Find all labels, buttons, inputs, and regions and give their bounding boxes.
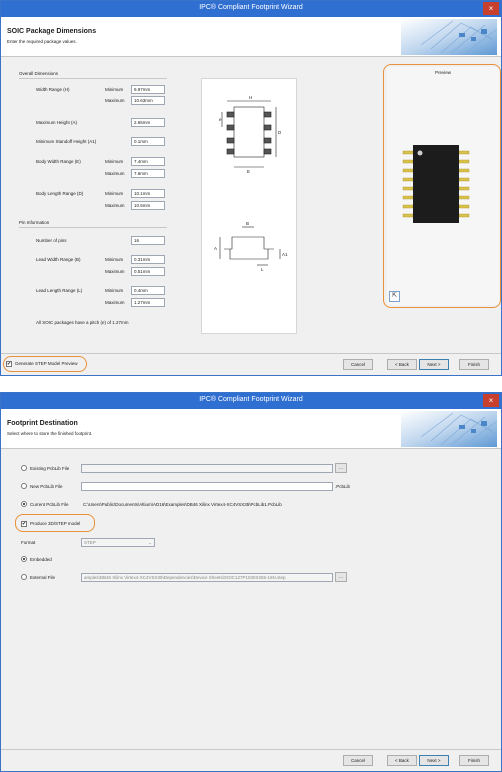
step-preview-checkbox[interactable]: ✔ <box>7 361 12 367</box>
max-height-input[interactable]: 2.65mm <box>131 118 165 127</box>
lead-width-min-label: Minimum <box>105 257 124 262</box>
finish-button[interactable]: Finish <box>459 359 489 370</box>
page-title: Footprint Destination <box>7 420 78 427</box>
close-button[interactable]: × <box>483 2 499 15</box>
drawing-label-e: e <box>219 117 222 122</box>
wizard-body <box>1 450 501 750</box>
new-pcblib-name[interactable] <box>81 482 333 491</box>
new-pcblib-radio[interactable] <box>21 483 27 489</box>
existing-pcblib-radio[interactable] <box>21 465 27 471</box>
drawing-label-a: A <box>214 246 218 251</box>
produce-step-model-label[interactable]: Produce 3D/STEP model <box>30 521 81 526</box>
section-pin-information: Pin Information <box>19 220 50 225</box>
standoff-input[interactable]: 0.1mm <box>131 137 165 146</box>
new-pcblib-label[interactable]: New PcbLib File <box>30 484 63 489</box>
body-width-label: Body Width Range (E) <box>36 159 81 164</box>
format-label: Format <box>21 540 36 545</box>
header-graphic-icon <box>401 19 497 55</box>
window-title: IPC® Compliant Footprint Wizard <box>199 396 303 403</box>
existing-pcblib-path[interactable] <box>81 464 333 473</box>
external-file-path[interactable]: amples\DB46 Xilinx Virtex4-XC4VSX35\Dependencies\Device Sheets\SOIC127P1030X265-16N.step <box>81 573 333 582</box>
width-min-input[interactable]: 9.97mm <box>131 85 165 94</box>
produce-step-model-checkbox[interactable]: ✔ <box>22 521 27 527</box>
external-file-label[interactable]: External File <box>30 575 56 580</box>
cancel-button[interactable]: Cancel <box>343 359 373 370</box>
lead-width-max-label: Maximum <box>105 269 125 274</box>
finish-button[interactable]: Finish <box>459 755 489 766</box>
page-title: SOIC Package Dimensions <box>7 28 97 35</box>
preview-title: Preview <box>434 70 451 75</box>
width-range-label: Width Range (H) <box>36 87 70 92</box>
existing-pcblib-label[interactable]: Existing PcbLib File <box>30 466 70 471</box>
section-divider <box>19 78 167 79</box>
format-select[interactable] <box>81 538 155 547</box>
drawing-label-e-body: E <box>247 169 251 174</box>
body-length-max-input[interactable]: 10.5mm <box>131 201 165 210</box>
width-max-input[interactable]: 10.63mm <box>131 96 165 105</box>
embedded-label[interactable]: Embedded <box>30 557 52 562</box>
next-button[interactable]: Next > <box>419 359 449 370</box>
page-subtitle: Select where to store the finished footprint. <box>7 431 93 436</box>
wizard-footer <box>1 749 501 771</box>
standoff-label: Minimum Standoff Height (A1) <box>36 139 97 144</box>
num-pins-input[interactable]: 16 <box>131 236 165 245</box>
wizard-footer <box>1 353 501 375</box>
new-pcblib-suffix: .PcbLib <box>335 484 351 489</box>
title-bar[interactable] <box>1 393 501 409</box>
back-button[interactable]: < Back <box>387 359 417 370</box>
body-length-max-label: Maximum <box>105 203 125 208</box>
close-button[interactable]: × <box>483 394 499 407</box>
width-max-label: Maximum <box>105 98 125 103</box>
header-graphic-icon <box>401 411 497 447</box>
external-file-radio[interactable] <box>21 574 27 580</box>
max-height-label: Maximum Height (A) <box>36 120 78 125</box>
pitch-note: All SOIC packages have a pitch (e) of 1.27mm <box>36 320 129 325</box>
lead-width-label: Lead Width Range (B) <box>36 257 81 262</box>
existing-browse-button[interactable]: ... <box>335 463 347 473</box>
preview-tool-icon[interactable]: ⇱ <box>389 291 400 302</box>
section-overall-dimensions: Overall Dimensions <box>19 71 59 76</box>
lead-length-max-input[interactable]: 1.27mm <box>131 298 165 307</box>
body-width-max-label: Maximum <box>105 171 125 176</box>
next-button[interactable]: Next > <box>419 755 449 766</box>
embedded-radio[interactable] <box>21 556 27 562</box>
body-length-min-input[interactable]: 10.1mm <box>131 189 165 198</box>
body-width-min-label: Minimum <box>105 159 124 164</box>
external-browse-button[interactable]: ... <box>335 572 347 582</box>
footprint-wizard-window-dimensions <box>0 0 502 376</box>
current-pcblib-label[interactable]: Current PcbLib File <box>30 502 69 507</box>
title-bar[interactable] <box>1 1 501 17</box>
back-button[interactable]: < Back <box>387 755 417 766</box>
step-preview-label[interactable]: Generate STEP Model Preview <box>15 361 78 366</box>
preview-pane[interactable] <box>387 67 499 305</box>
footprint-wizard-window-destination <box>0 392 502 772</box>
lead-width-max-input[interactable]: 0.51mm <box>131 267 165 276</box>
window-title: IPC® Compliant Footprint Wizard <box>199 4 303 11</box>
current-pcblib-radio[interactable] <box>21 501 27 507</box>
body-width-min-input[interactable]: 7.4mm <box>131 157 165 166</box>
cancel-button[interactable]: Cancel <box>343 755 373 766</box>
drawing-label-l: L <box>261 267 264 272</box>
chevron-down-icon: ⌄ <box>148 540 152 545</box>
drawing-label-h: H <box>249 95 253 100</box>
page-subtitle: Enter the required package values. <box>7 39 77 44</box>
section-divider <box>19 227 167 228</box>
lead-length-label: Lead Length Range (L) <box>36 288 83 293</box>
width-min-label: Minimum <box>105 87 124 92</box>
body-length-min-label: Minimum <box>105 191 124 196</box>
lead-width-min-input[interactable]: 0.31mm <box>131 255 165 264</box>
drawing-label-b: B <box>246 221 250 226</box>
body-width-max-input[interactable]: 7.6mm <box>131 169 165 178</box>
chip-3d-preview-icon <box>387 67 499 305</box>
wizard-header <box>1 409 501 449</box>
drawing-label-d: D <box>278 130 282 135</box>
drawing-label-a1: A1 <box>282 252 288 257</box>
dimension-drawing <box>201 78 297 334</box>
wizard-body <box>1 58 501 354</box>
lead-length-min-input[interactable]: 0.4mm <box>131 286 165 295</box>
current-pcblib-path: C:\Users\Public\Documents\Altium\AD16\Examples\DB46 Xilinx Virtex4-XC4VSX35\PcbLib1.PcbLib <box>83 502 282 507</box>
lead-length-max-label: Maximum <box>105 300 125 305</box>
num-pins-label: Number of pins <box>36 238 67 243</box>
lead-length-min-label: Minimum <box>105 288 124 293</box>
format-select-value: STEP <box>84 540 96 545</box>
soic-dimension-diagram-icon <box>202 79 296 333</box>
wizard-header <box>1 17 501 57</box>
body-length-label: Body Length Range (D) <box>36 191 84 196</box>
